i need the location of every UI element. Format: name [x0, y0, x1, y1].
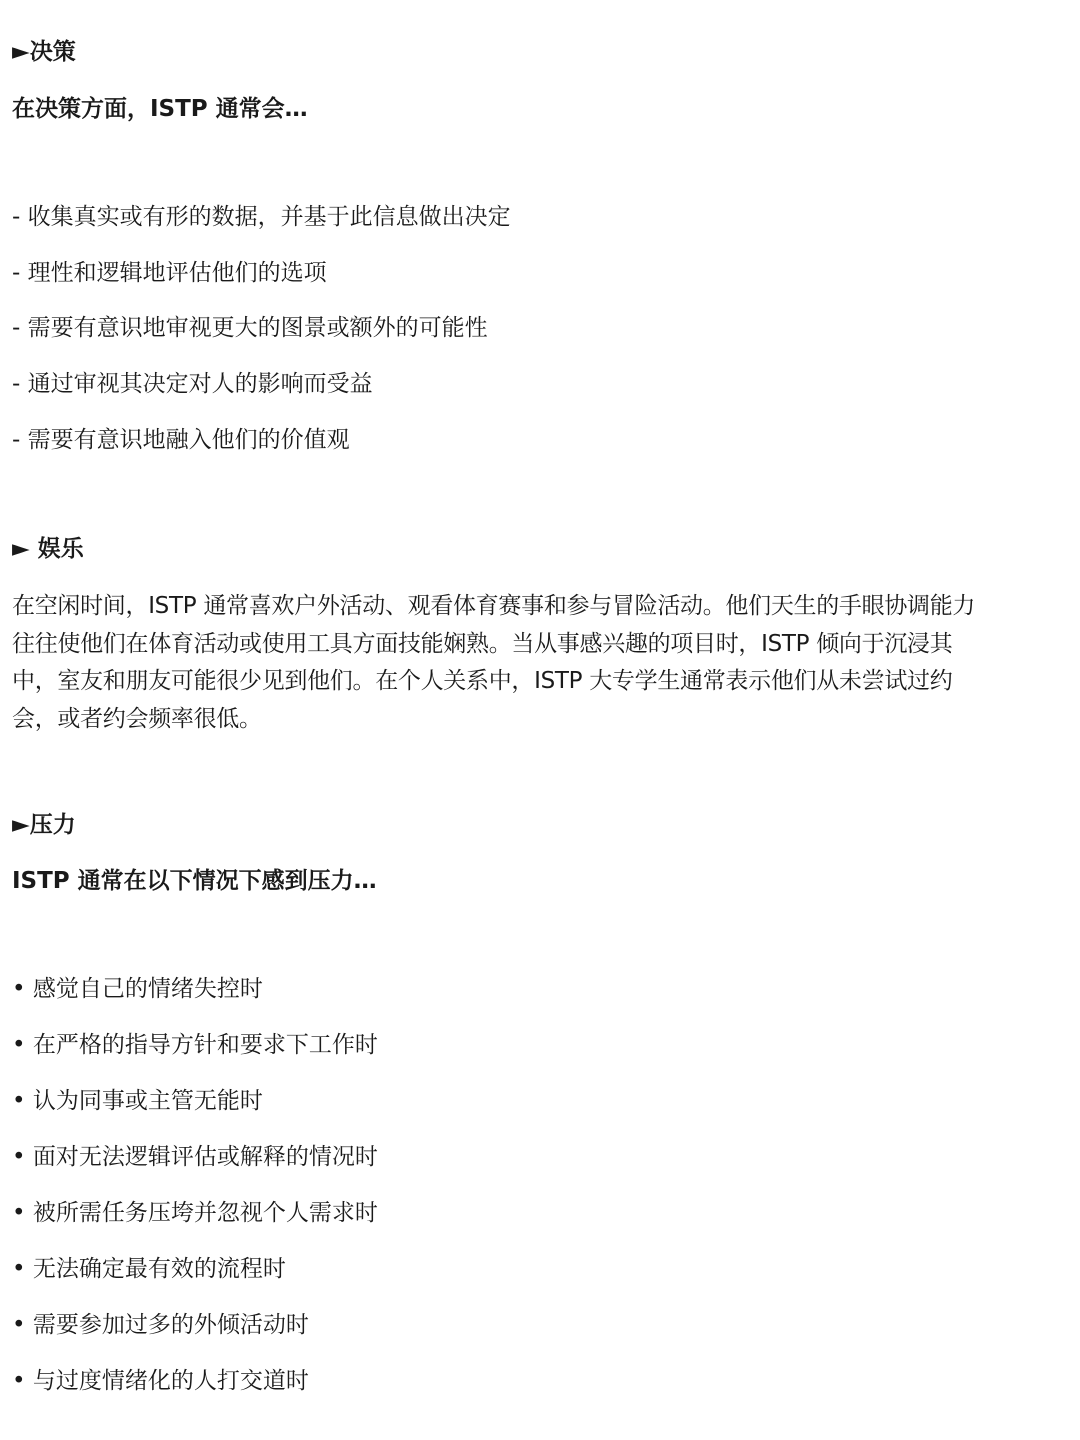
section-heading-decision: ►决策: [12, 39, 76, 65]
decision-item: - 收集真实或有形的数据，并基于此信息做出决定: [12, 204, 511, 230]
paragraph-line: 中，室友和朋友可能很少见到他们。在个人关系中，ISTP 大专学生通常表示他们从未尝试过约: [12, 668, 953, 694]
decision-item: - 通过审视其决定对人的影响而受益: [12, 371, 373, 397]
paragraph-line: 往往使他们在体育活动或使用工具方面技能娴熟。当从事感兴趣的项目时，ISTP 倾向于沉浸其: [12, 630, 953, 657]
section-heading-stress: ►压力: [12, 812, 76, 838]
stress-item: • 在严格的指导方针和要求下工作时: [12, 1032, 378, 1058]
stress-item: • 被所需任务压垮并忽视个人需求时: [12, 1200, 378, 1226]
paragraph-line: 会，或者约会频率很低。: [12, 705, 262, 732]
stress-item: • 无法确定最有效的流程时: [12, 1256, 286, 1282]
decision-item: - 需要有意识地融入他们的价值观: [12, 427, 350, 453]
entertainment-paragraph: [12, 588, 1078, 738]
stress-item: • 感觉自己的情绪失控时: [12, 976, 263, 1002]
paragraph-line: 在空闲时间，ISTP 通常喜欢户外活动、观看体育赛事和参与冒险活动。他们天生的手眼协调能力: [12, 593, 976, 619]
decision-item: - 理性和逻辑地评估他们的选项: [12, 260, 327, 286]
stress-item: • 认为同事或主管无能时: [12, 1088, 263, 1114]
stress-intro: ISTP 通常在以下情况下感到压力…: [12, 868, 377, 894]
section-heading-entertainment: ► 娱乐: [12, 536, 84, 562]
stress-item: • 面对无法逻辑评估或解释的情况时: [12, 1144, 378, 1170]
stress-item: • 需要参加过多的外倾活动时: [12, 1312, 309, 1338]
decision-intro: 在决策方面，ISTP 通常会…: [12, 96, 308, 122]
decision-item: - 需要有意识地审视更大的图景或额外的可能性: [12, 315, 488, 341]
stress-item: • 与过度情绪化的人打交道时: [12, 1368, 309, 1394]
